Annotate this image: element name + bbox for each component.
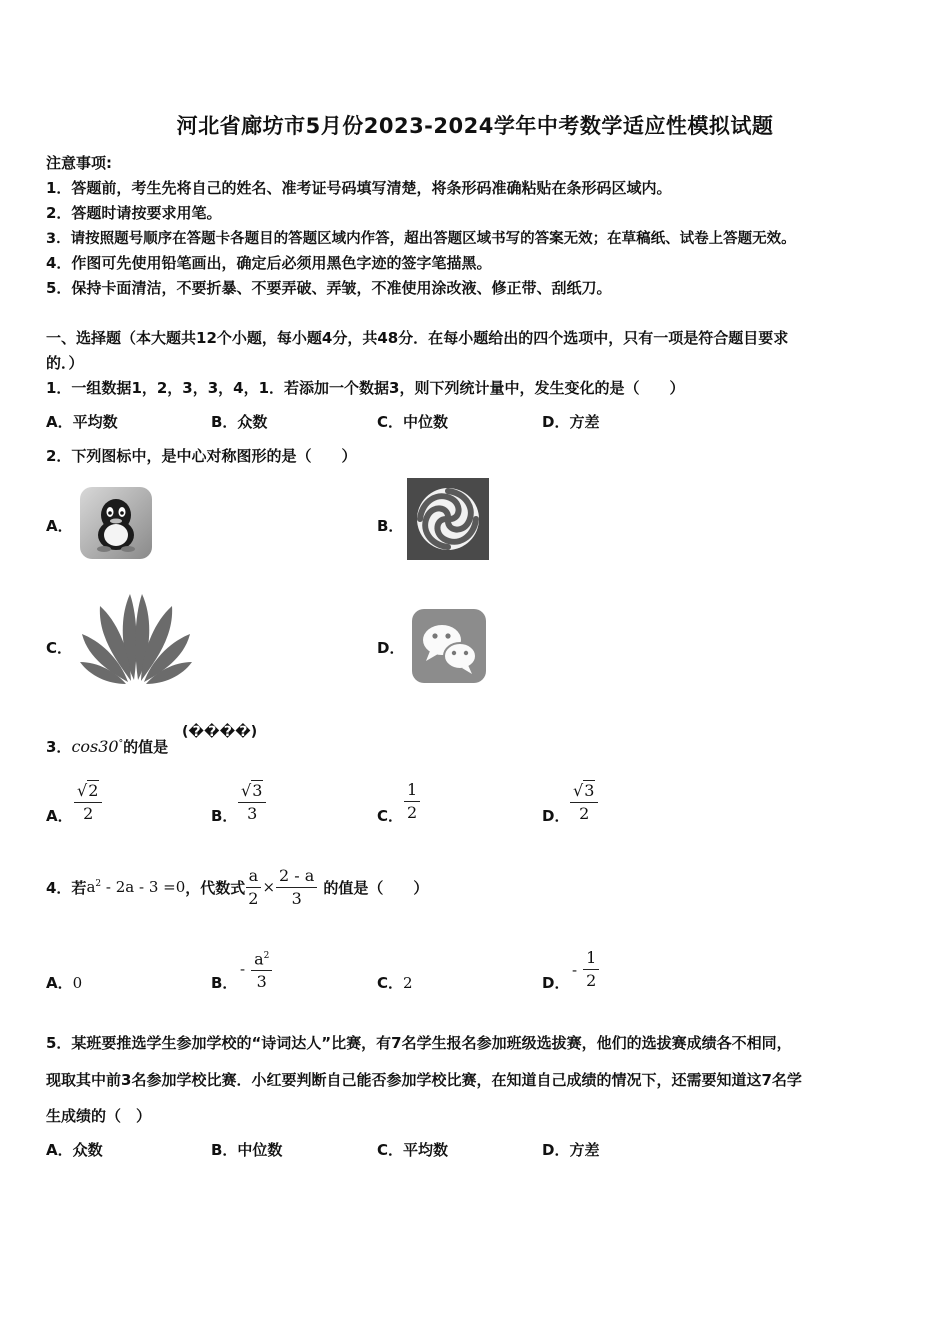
q3-option-d-label[interactable]: D． bbox=[542, 807, 570, 825]
q4-d-sign: - bbox=[572, 960, 578, 979]
q3-c-numerator: 1 bbox=[404, 780, 420, 802]
q3-number: 3． bbox=[46, 738, 72, 756]
huawei-petals-icon[interactable] bbox=[78, 590, 194, 690]
q4-frac1-numerator: a bbox=[246, 866, 262, 888]
q3-b-denominator: 3 bbox=[247, 804, 258, 823]
notice-heading: 注意事项: bbox=[46, 154, 112, 172]
q3-option-c-value[interactable] bbox=[404, 780, 420, 823]
question-1-stem: 1．一组数据1，2，3，3，4，1．若添加一个数据3，则下列统计量中，发生变化的是（ ） bbox=[46, 379, 685, 397]
q4-frac1-denominator: 2 bbox=[248, 888, 259, 908]
notice-item: 5．保持卡面清洁，不要折暴、不要弄破、弄皱，不准使用涂改液、修正带、刮纸刀。 bbox=[46, 279, 612, 297]
q4-d-numerator: 1 bbox=[583, 948, 599, 970]
q4-eq-exponent: 2 bbox=[95, 879, 102, 889]
question-5-line: 5．某班要推选学生参加学校的“诗词达人”比赛，有7名学生报名参加班级选拔赛，他们的选拔赛成绩各不相同， bbox=[46, 1034, 792, 1052]
q4-times-sign: × bbox=[262, 878, 276, 896]
question-4-stem bbox=[46, 862, 428, 912]
q3-a-radicand: 2 bbox=[88, 781, 99, 800]
q4-frac2-numerator: 2 - a bbox=[276, 866, 317, 888]
q2-option-b-label[interactable]: B． bbox=[377, 517, 404, 535]
q4-b-exponent: 2 bbox=[263, 951, 270, 961]
q4-b-denominator: 3 bbox=[256, 972, 267, 992]
q3-garbled-paren: (����) bbox=[182, 724, 258, 740]
q4-option-a[interactable]: A．0 bbox=[46, 974, 83, 992]
q2-option-a-label[interactable]: A． bbox=[46, 517, 73, 535]
q4-number: 4．若 bbox=[46, 878, 87, 897]
q3-c-denominator: 2 bbox=[407, 803, 418, 822]
q4-mid-text: ，代数式 bbox=[185, 878, 246, 897]
swirl-logo-icon[interactable] bbox=[406, 477, 490, 565]
q3-stem-tail: 的值是 bbox=[123, 738, 169, 756]
q5-option-b[interactable]: B．中位数 bbox=[211, 1141, 283, 1159]
q1-option-b[interactable]: B．众数 bbox=[211, 413, 268, 431]
notice-item: 3．请按照题号顺序在答题卡各题目的答题区域内作答，超出答题区域书写的答案无效；在草稿纸、试卷上答题无效。 bbox=[46, 231, 796, 247]
question-2-stem: 2．下列图标中，是中心对称图形的是（ ） bbox=[46, 447, 357, 465]
q4-option-d-value[interactable] bbox=[572, 948, 599, 991]
section-heading-cont: 的．） bbox=[46, 354, 84, 372]
section-heading: 一、选择题（本大题共12个小题，每小题4分，共48分．在每小题给出的四个选项中，只有一项是符合题目要求 bbox=[46, 329, 789, 347]
q3-option-a-label[interactable]: A． bbox=[46, 807, 73, 825]
q3-option-b-value[interactable]: $\frac{√3}{3}$ bbox=[238, 780, 266, 824]
q4-a-value: 0 bbox=[72, 974, 83, 992]
q4-d-denominator: 2 bbox=[586, 971, 597, 990]
notice-item: 2．答题时请按要求用笔。 bbox=[46, 204, 222, 222]
q3-a-denominator: 2 bbox=[83, 804, 94, 823]
q4-b-sign: - bbox=[240, 960, 246, 979]
q5-option-a[interactable]: A．众数 bbox=[46, 1141, 103, 1159]
q3-d-denominator: 2 bbox=[579, 804, 590, 823]
q2-option-c-label[interactable]: C． bbox=[46, 639, 73, 657]
question-3-stem bbox=[46, 736, 168, 757]
q3-option-b-label[interactable]: B． bbox=[211, 807, 238, 825]
q5-option-c[interactable]: C．平均数 bbox=[377, 1141, 449, 1159]
q3-cos-expression: cos30 bbox=[71, 737, 119, 756]
q4-c-value: 2 bbox=[403, 974, 413, 992]
q4-b-numerator: a bbox=[254, 949, 264, 969]
q4-stem-tail: 的值是（ ） bbox=[323, 878, 429, 897]
q3-d-radicand: 3 bbox=[584, 781, 595, 800]
q1-option-d[interactable]: D．方差 bbox=[542, 413, 600, 431]
q1-option-a[interactable]: A．平均数 bbox=[46, 413, 118, 431]
qq-penguin-icon[interactable] bbox=[78, 485, 154, 565]
q4-option-c[interactable]: C．2 bbox=[377, 974, 413, 992]
page-title: 河北省廊坊市5月份2023-2024学年中考数学适应性模拟试题 bbox=[176, 114, 774, 138]
q4-eq-a: a bbox=[86, 878, 96, 896]
q3-option-d-value[interactable]: $\frac{√3}{2}$ bbox=[570, 780, 598, 824]
wechat-bubbles-icon[interactable] bbox=[410, 607, 488, 689]
notice-item: 4．作图可先使用铅笔画出，确定后必须用黑色字迹的签字笔描黑。 bbox=[46, 254, 492, 272]
q5-option-d[interactable]: D．方差 bbox=[542, 1141, 600, 1159]
q3-option-a-value[interactable]: $\frac{√2}{2}$ bbox=[74, 780, 102, 824]
q3-degree: ° bbox=[118, 739, 124, 749]
q3-b-radicand: 3 bbox=[252, 781, 263, 800]
q4-frac2-denominator: 3 bbox=[291, 888, 302, 908]
q1-option-c[interactable]: C．中位数 bbox=[377, 413, 449, 431]
q4-eq-rest: - 2a - 3 =0 bbox=[101, 878, 186, 896]
question-5-line: 生成绩的（ ） bbox=[46, 1107, 152, 1125]
question-5-line: 现取其中前3名参加学校比赛．小红要判断自己能否参加学校比赛，在知道自己成绩的情况下，还需要知道这7名学 bbox=[46, 1071, 802, 1089]
q3-option-c-label[interactable]: C． bbox=[377, 807, 404, 825]
notice-item: 1．答题前，考生先将自己的姓名、准考证号码填写清楚，将条形码准确粘贴在条形码区域内。 bbox=[46, 179, 672, 197]
q4-option-d-label[interactable]: D． bbox=[542, 974, 570, 992]
q4-option-b-label[interactable]: B． bbox=[211, 974, 238, 992]
q4-option-b-value[interactable] bbox=[240, 946, 272, 992]
q2-option-d-label[interactable]: D． bbox=[377, 639, 405, 657]
